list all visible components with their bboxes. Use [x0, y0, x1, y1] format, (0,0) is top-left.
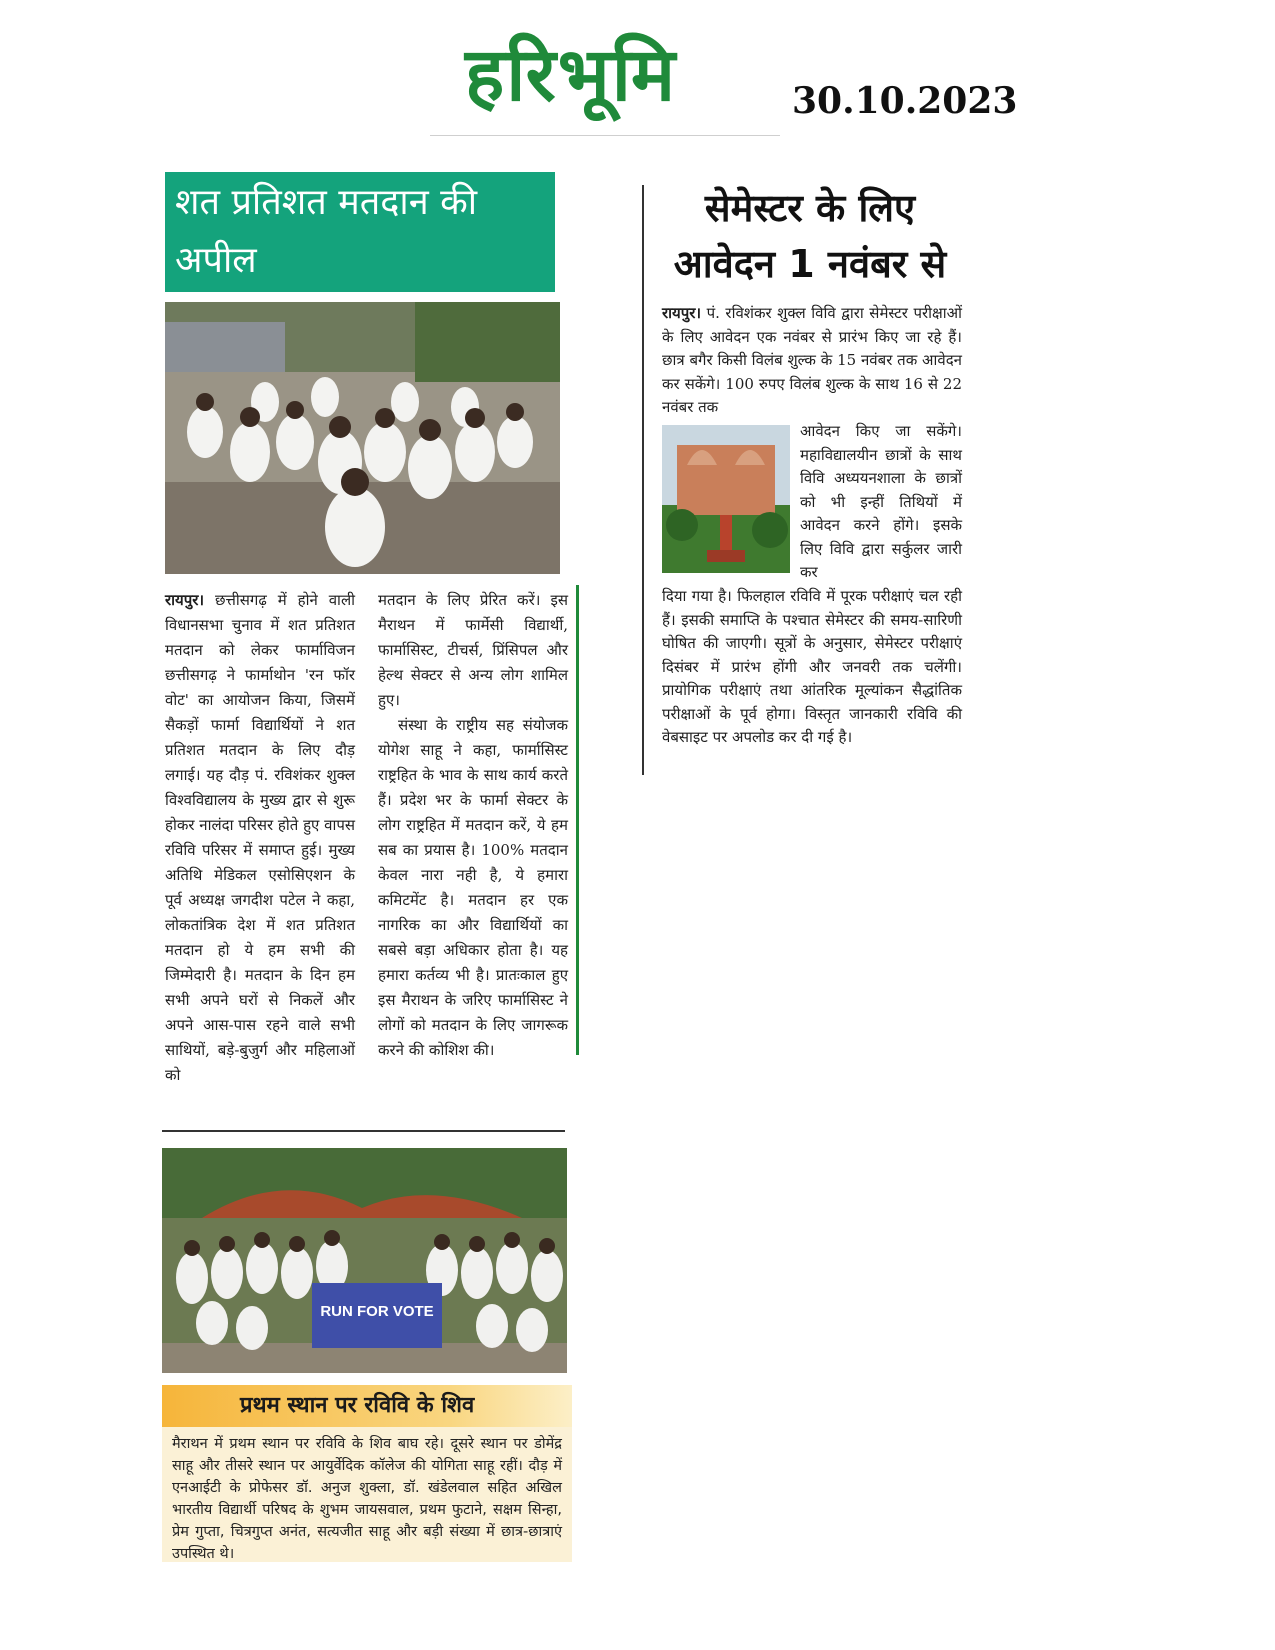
side-article-bottom-text: दिया गया है। फिलहाल रविवि में पूरक परीक्षाएं चल रही हैं। इसकी समाप्ति के पश्चात सेमेस्टर की समय-सारिणी घोषित की जाएगी। सूत्रों के अनुसार, सेमेस्टर परीक्षाएं दिसंबर में प्रारंभ होंगी और जनवरी तक चलेंगी। प्रायोगिक परीक्षाएं तथा आंतरिक मूल्यांकन सैद्धांतिक परीक्षाओं के पूर्व होगा। विस्तृत जानकारी रविवि की वेबसाइट पर अपलोड कर दी गई है। — [662, 587, 962, 746]
side-headline-line1: सेमेस्टर के लिए — [704, 186, 916, 230]
newspaper-masthead: हरिभूमि — [465, 32, 678, 118]
main-headline-line1: शत प्रतिशत मतदान की अपील — [175, 182, 478, 281]
side-dateline: रायपुर। — [662, 304, 702, 322]
main-article-col2-para1: मतदान के लिए प्रेरित करें। इस मैराथन में फार्मेसी विद्यार्थी, फार्मासिस्ट, टीचर्स, प्रिंसिपल और हेल्थ सेक्टर से अन्य लोग शामिल हुए। — [378, 591, 568, 709]
university-building-photo — [662, 425, 790, 573]
main-article-column-1 — [165, 588, 355, 1088]
main-article-col2-para2: संस्था के राष्ट्रीय सह संयोजक योगेश साहू ने कहा, फार्मासिस्ट राष्ट्रहित के भाव के साथ कार्य करते हैं। प्रदेश भर के फार्मा सेक्टर के लोग राष्ट्रहित में मतदान करें, ये हम सब का प्रयास है। 100% मतदान केवल नारा नही है, ये हमारा कमिटमेंट है। मतदान हर एक नागरिक का और विद्यार्थियों का सबसे बड़ा अधिकार होता है। यह हमारा कर्तव्य भी है। प्रातःकाल हुए इस मैराथन के जरिए फार्मासिस्ट ने लोगों को मतदान के लिए जागरूक करने की कोशिश की। — [378, 716, 568, 1059]
sub-article-body: मैराथन में प्रथम स्थान पर रविवि के शिव बाघ रहे। दूसरे स्थान पर डोमेंद्र साहू और तीसरे स्थान पर आयुर्वेदिक कॉलेज की योगिता साहू रहीं। दौड़ में एनआईटी के प्रोफेसर डॉ. अनुज शुक्ला, डॉ. खंडेलवाल सहित अखिल भारतीय विद्यार्थी परिषद के शुभम जायसवाल, प्रथम फुटाने, सक्षम सिन्हा, प्रेम गुप्ता, चित्रगुप्त अनंत, सत्यजीत साहू और बड़ी संख्या में छात्र-छात्राएं उपस्थित थे। — [162, 1427, 572, 1562]
side-headline-line2: आवेदन 1 नवंबर से — [673, 242, 947, 286]
side-article-top-text: पं. रविशंकर शुक्ल विवि द्वारा सेमेस्टर परीक्षाओं के लिए आवेदन एक नवंबर से प्रारंभ किए जा रहे हैं। छात्र बगैर किसी विलंब शुल्क के 15 नवंबर तक आवेदन कर सकेंगे। 100 रुपए विलंब शुल्क के साथ 16 से 22 नवंबर तक — [662, 304, 962, 416]
runners-photo — [165, 302, 560, 574]
main-headline — [165, 172, 555, 292]
side-article-bottom — [662, 585, 962, 750]
side-article-wrap — [800, 420, 962, 585]
side-article-wrap-text: आवेदन किए जा सकेंगे। महाविद्यालयीन छात्रों के साथ विवि अध्ययनशाला के छात्रों को भी इन्हीं तिथियों में आवेदन करने होंगे। इसके लिए विवि द्वारा सर्कुलर जारी कर — [800, 422, 962, 581]
group-photo — [162, 1148, 567, 1373]
publication-date: 30.10.2023 — [792, 80, 1018, 122]
column-rule — [576, 585, 579, 1055]
masthead-divider — [430, 135, 780, 136]
article-divider — [162, 1130, 565, 1132]
side-article-top — [662, 302, 962, 420]
run-for-vote-banner: RUN FOR VOTE — [320, 1303, 434, 1320]
main-article-col1-text: छत्तीसगढ़ में होने वाली विधानसभा चुनाव में शत प्रतिशत मतदान को लेकर फार्माविजन छत्तीसगढ़ ने फार्माथोन 'रन फॉर वोट' का आयोजन किया, जिसमें सैकड़ों फार्मा विद्यार्थियों ने शत प्रतिशत मतदान के लिए दौड़ लगाई। यह दौड़ पं. रविशंकर शुक्ल विश्वविद्यालय के मुख्य द्वार से शुरू होकर नालंदा परिसर होते हुए वापस रविवि परिसर में समाप्त हुई। मुख्य अतिथि मेडिकल एसोसिएशन के पूर्व अध्यक्ष जगदीश पटेल ने कहा, लोकतांत्रिक देश में शत प्रतिशत मतदान हो ये हम सभी की जिम्मेदारी है। मतदान के दिन हम सभी अपने घरों से निकलें और अपने आस-पास रहने वाले सभी साथियों, बड़े-बुजुर्ग और महिलाओं को — [165, 591, 355, 1084]
side-headline — [655, 180, 965, 292]
main-article-column-2 — [378, 588, 568, 1063]
sub-headline: प्रथम स्थान पर रविवि के शिव — [162, 1385, 572, 1427]
section-divider — [642, 185, 644, 775]
main-dateline: रायपुर। — [165, 591, 205, 609]
